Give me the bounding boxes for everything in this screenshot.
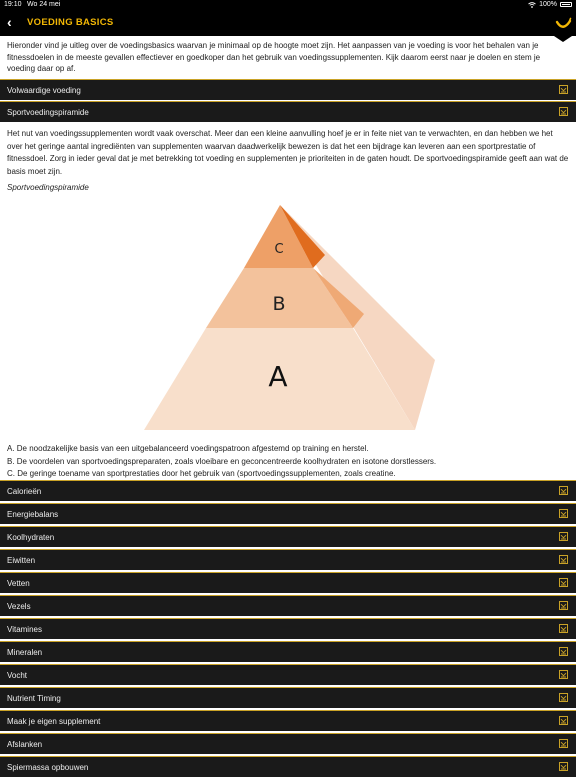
- expand-toggle-icon: [559, 578, 568, 587]
- section-body-text: Het nut van voedingssupplementen wordt vaak overschat. Meer dan een kleine aanvulling hoef je er in feite niet van te verwachten, en dan hebben we het over het geringe aantal ingrediënten van supplementen waarvan daadwerkelijk bewezen is dat het een bijdrage kan leveren aan een sportprestatie of fitnessdoel. Zorg in ieder geval dat je met betrekking tot voeding en supplementen je prioriteiten in de gaten houdt. De sportvoedingspiramide geeft aan wat de basis moet zijn.: [7, 129, 569, 176]
- pyramid-caption: Sportvoedingspiramide: [7, 183, 89, 192]
- banana-logo-icon[interactable]: [550, 11, 576, 42]
- section-koolhydraten[interactable]: [0, 526, 576, 547]
- section-volwaardige-voeding[interactable]: [0, 79, 576, 100]
- intro-text: Hieronder vind je uitleg over de voedingsbasics waarvan je minimaal op de hoogte moet zijn. Het aanpassen van je voeding is voor het behalen van je fitnessdoelen in de meeste gevallen effectiever en goedkoper dan het gebruik van voedingssupplementen. Kijk daarom eerst naar je doelen en stem je voeding daar op af.: [7, 41, 541, 74]
- expand-toggle-icon: [559, 624, 568, 633]
- section-mineralen[interactable]: [0, 641, 576, 662]
- pyramid-label-b: B: [272, 293, 286, 315]
- status-time: 19:10: [4, 1, 22, 8]
- section-sportvoedingspiramide[interactable]: [0, 101, 576, 122]
- collapse-toggle-icon: [559, 107, 568, 116]
- expand-toggle-icon: [559, 555, 568, 564]
- back-chevron-icon[interactable]: ‹: [7, 14, 12, 30]
- section-energiebalans[interactable]: [0, 503, 576, 524]
- wifi-icon: [528, 2, 536, 8]
- pyramid-legend: [7, 443, 569, 481]
- section-label: Afslanken: [7, 740, 43, 749]
- section-nutrient-timing[interactable]: [0, 687, 576, 708]
- section-eiwitten[interactable]: [0, 549, 576, 570]
- expand-toggle-icon: [559, 509, 568, 518]
- section-label: Vocht: [7, 671, 28, 680]
- section-label: Energiebalans: [7, 510, 59, 519]
- section-maak-je-eigen-supplement[interactable]: [0, 710, 576, 731]
- section-label: Calorieën: [7, 487, 42, 496]
- section-label: Volwaardige voeding: [7, 86, 81, 95]
- pyramid-label-c: C: [274, 242, 284, 257]
- section-label: Eiwitten: [7, 556, 36, 565]
- expand-toggle-icon: [559, 601, 568, 610]
- section-label: Vitamines: [7, 625, 42, 634]
- nav-bar: [0, 11, 576, 36]
- status-bar: [0, 0, 576, 11]
- status-date: Wo 24 mei: [27, 1, 61, 8]
- section-label: Koolhydraten: [7, 533, 55, 542]
- section-label: Mineralen: [7, 648, 43, 657]
- expand-toggle-icon: [559, 647, 568, 656]
- section-label: Spiermassa opbouwen: [7, 763, 89, 772]
- section-label: Sportvoedingspiramide: [7, 108, 89, 117]
- collapse-toggle-icon: [559, 85, 568, 94]
- section-vezels[interactable]: [0, 595, 576, 616]
- pyramid-label-a: A: [268, 360, 288, 393]
- battery-icon: [560, 2, 572, 7]
- section-label: Nutrient Timing: [7, 694, 61, 703]
- page-title: VOEDING BASICS: [27, 17, 114, 28]
- expand-toggle-icon: [559, 532, 568, 541]
- sports-nutrition-pyramid-image: [138, 200, 443, 435]
- status-right: [528, 1, 572, 8]
- section-label: Vetten: [7, 579, 30, 588]
- section-label: Maak je eigen supplement: [7, 717, 101, 726]
- expand-toggle-icon: [559, 693, 568, 702]
- expand-toggle-icon: [559, 762, 568, 771]
- section-vitamines[interactable]: [0, 618, 576, 639]
- expand-toggle-icon: [559, 670, 568, 679]
- section-afslanken[interactable]: [0, 733, 576, 754]
- section-vetten[interactable]: [0, 572, 576, 593]
- section-vocht[interactable]: [0, 664, 576, 685]
- legend-item-a: A. De noodzakelijke basis van een uitgebalanceerd voedingspatroon afgestemd op training en herstel.: [7, 444, 369, 453]
- expand-toggle-icon: [559, 486, 568, 495]
- section-spiermassa-opbouwen[interactable]: [0, 756, 576, 777]
- expand-toggle-icon: [559, 716, 568, 725]
- section-calorieen[interactable]: [0, 480, 576, 501]
- legend-item-c: C. De geringe toename van sportprestaties door het gebruik van (sportvoedingssupplementen, zoals creatine.: [7, 469, 396, 478]
- battery-percentage: 100%: [539, 1, 557, 8]
- section-label: Vezels: [7, 602, 31, 611]
- expand-toggle-icon: [559, 739, 568, 748]
- legend-item-b: B. De voordelen van sportvoedingspreparaten, zoals vloeibare en geconcentreerde koolhydraten en isotone dorstlessers.: [7, 456, 437, 466]
